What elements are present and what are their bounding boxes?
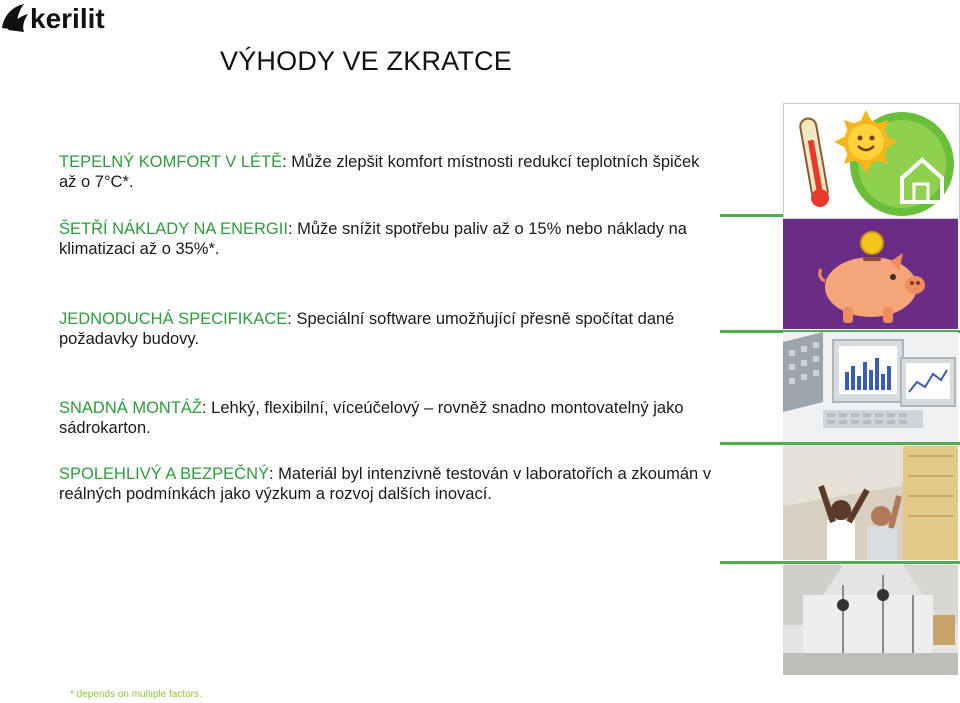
benefit-summer-comfort [59,152,719,192]
benefit-text: : Speciální software umožňující přesně spočítat dané požadavky budovy. [59,310,675,348]
benefit-key: TEPELNÝ KOMFORT V LÉTĚ [59,153,283,171]
benefit-key: JEDNODUCHÁ SPECIFIKACE [59,310,288,328]
page-title: VÝHODY VE ZKRATCE [220,46,512,76]
benefit-text: : Lehký, flexibilní, víceúčelový – rovněž snadno montovatelný jako sádrokarton. [59,399,684,437]
attic-room-icon [783,565,958,675]
benefit-text: : Materiál byl intenzivně testován v laboratořích a zkoumán v reálných podmínkách jako výzkum a rozvoj dalších inovací. [59,465,712,503]
benefit-key: ŠETŘÍ NÁKLADY NA ENERGII [59,220,288,238]
benefit-text: : Může snížit spotřebu paliv až o 15% nebo náklady na klimatizaci až o 35%*. [59,220,687,258]
computer-monitors-icon [783,332,958,442]
footnote: * depends on multiple factors. [70,689,202,700]
benefit-simple-spec [59,309,719,349]
benefit-key: SNADNÁ MONTÁŽ [59,399,203,417]
piggy-bank-icon [783,219,958,329]
thermometer-sun-icon [783,103,960,219]
logo-text: kerilit [30,3,105,34]
benefit-easy-install [59,398,719,438]
photo-column [783,0,960,703]
benefit-key: SPOLEHLIVÝ A BEZPEČNÝ [59,465,270,483]
benefit-energy-savings [59,219,719,259]
benefit-reliable-safe [59,464,719,504]
workers-installation-icon [783,446,958,560]
benefit-text: : Může zlepšit komfort místnosti redukcí teplotních špiček až o 7°C*. [59,153,700,191]
kerilit-logo [0,0,130,34]
